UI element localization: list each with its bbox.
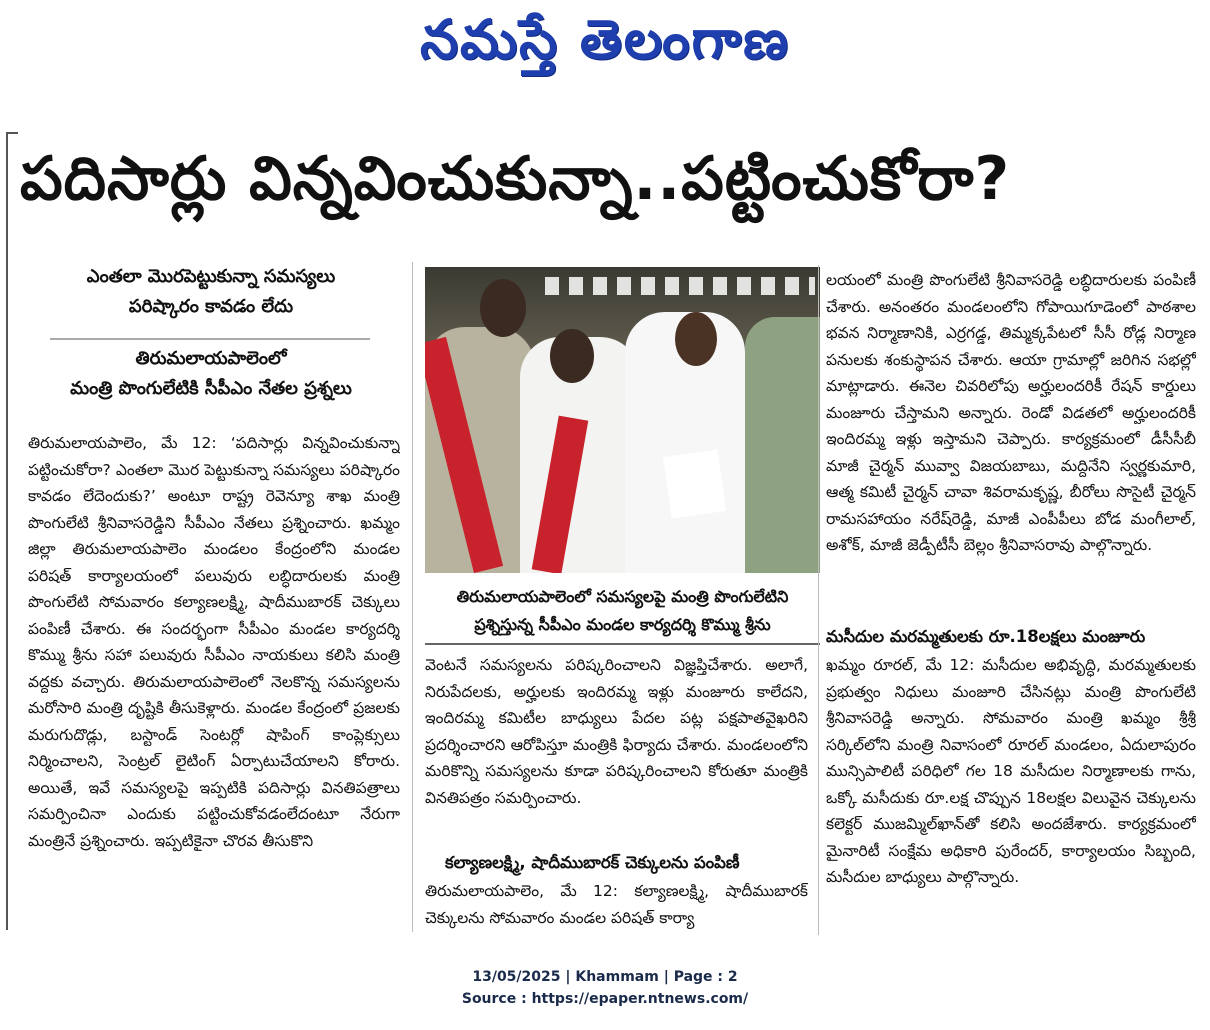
column-3-body: లయంలో మంత్రి పొంగులేటి శ్రీనివాసరెడ్డి లబ్ధిదారులకు పంపిణీ చేశారు. అనంతరం మండలంలోని గోపాయిగూడెంలో పాఠశాల భవన నిర్మాణానికి, ఎర్రగడ్డ, తిమ్మక్కపేటలో సీసీ రోడ్ల నిర్మాణ పనులకు శంకుస్థాపన చేశారు. ఆయా గ్రామాల్లో జరిగిన సభల్లో మాట్లాడారు. ఈనెల చివరిలోపు అర్హులందరికీ రేషన్ కార్డులు మంజూరు చేస్తామని అన్నారు. రెండో విడతలో అర్హులందరికీ ఇందిరమ్మ ఇళ్లు ఇస్తామని చెప్పారు. కార్యక్రమంలో డీసీసీబీ మాజీ చైర్మన్ మువ్వా విజయబాబు, మద్దినేని స్వర్ణకుమారి, ఆత్మ కమిటీ చైర్మన్ చావా శివరామకృష్ణ, బీరోలు సొసైటీ చైర్మన్ రామసహాయం నరేష్‌రెడ్డి, మాజీ ఎంపీపీలు బోడ మంగీలాల్, అశోక్, మాజీ జెడ్పీటీసీ బెల్లం శ్రీనివాసరావు పాల్గొన్నారు. bbox=[826, 271, 1196, 554]
subhead-mosques: మసీదుల మరమ్మతులకు రూ.18లక్షలు మంజూరు bbox=[826, 627, 1146, 646]
deck-bottom bbox=[28, 344, 394, 404]
deck-top bbox=[28, 262, 394, 322]
photo-bunting bbox=[545, 277, 815, 295]
column-1 bbox=[28, 430, 400, 936]
masthead bbox=[0, 0, 1210, 78]
deck-line-3: తిరుమలాయపాలెంలో bbox=[135, 348, 287, 369]
column-2-bottom bbox=[425, 878, 808, 936]
deck-line-2: పరిష్కారం కావడం లేదు bbox=[128, 296, 294, 317]
column-3-top bbox=[826, 267, 1196, 619]
photo-head-3 bbox=[675, 312, 717, 366]
column-1-body: తిరుమలాయపాలెం, మే 12: ‘పదిసార్లు విన్నవించుకున్నా పట్టించుకోరా? ఎంతలా మొర పెట్టుకున్నా సమస్యలు పరిష్కారం కావడం లేదెందుకు?’ అంటూ రాష్ట్ర రెవెన్యూ శాఖ మంత్రి పొంగులేటి శ్రీనివాసరెడ్డిని సీపీఎం నేతలు ప్రశ్నించారు. ఖమ్మం జిల్లా తిరుమలాయపాలెం మండలం కేంద్రంలోని మండల పరిషత్ కార్యాలయంలో పలువురు లబ్ధిదారులకు మంత్రి పొంగులేటి సోమవారం కల్యాణలక్ష్మి, షాదీముబారక్ చెక్కులు పంపిణీ చేశారు. ఈ సందర్భంగా సీపీఎం మండల కార్యదర్శి కొమ్ము శ్రీను సహా పలువురు సీపీఎం నాయకులు కలిసి మంత్రి వద్దకు వచ్చారు. తిరుమలాయపాలెంలో నెలకొన్న సమస్యలను మరోసారి మంత్రి దృష్టికి తీసుకెళ్లారు. మండల కేంద్రంలో ప్రజలకు మరుగుదొడ్లు, బస్టాండ్ సెంటర్లో షాపింగ్ కాంప్లెక్సులు నిర్మించాలని, సెంట్రల్ లైటింగ్ ఏర్పాటుచేయాలని కోరారు. అయితే, ఇవే సమస్యలపై ఇప్పటికి పదిసార్లు వినతిపత్రాలు సమర్పించినా ఎందుకు పట్టించుకోవడంలేదంటూ నేరుగా మంత్రినే ప్రశ్నించారు. ఇప్పటికైనా చొరవ తీసుకొని bbox=[28, 434, 400, 850]
subhead-checks: కల్యాణలక్ష్మి, షాదీముబారక్ చెక్కులను పంపిణీ bbox=[445, 853, 740, 872]
caption-line-2: ప్రశ్నిస్తున్న సీపీఎం మండల కార్యదర్శి కొమ్ము శ్రీను bbox=[474, 615, 771, 634]
page-footer bbox=[0, 966, 1210, 1010]
column-3-body-2: ఖమ్మం రూరల్, మే 12: మసీదుల అభివృద్ధి, మరమ్మతులకు ప్రభుత్వం నిధులు మంజూరి చేసినట్లు మంత్రి పొంగులేటి శ్రీనివాసరెడ్డి అన్నారు. సోమవారం మంత్రి ఖమ్మం శ్రీశ్రీ సర్కిల్‌లోని మంత్రి నివాసంలో రూరల్ మండలం, ఏదులాపురం మున్సిపాలిటీ పరిధిలో గల 18 మసీదుల నిర్మాణాలకు గాను, ఒక్కో మసీదుకు రూ.లక్ష చొప్పున 18లక్షల విలువైన చెక్కులను కలెక్టర్ ముజమ్మిల్‌ఖాన్‌తో కలిసి అందజేశారు. కార్యక్రమంలో మైనారిటీ సంక్షేమ అధికారి పురేందర్, కార్యాలయం సిబ్బంది, మసీదుల బాధ్యులు పాల్గొన్నారు. bbox=[826, 656, 1196, 886]
column-2-body: వెంటనే సమస్యలను పరిష్కరించాలని విజ్ఞప్తిచేశారు. అలాగే, నిరుపేదలకు, అర్హులకు ఇందిరమ్మ ఇళ్లు మంజూరు కాలేదని, ఇందిరమ్మ కమిటీల బాధ్యులు పేదల పట్ల పక్షపాతవైఖరిని ప్రదర్శించారని ఆరోపిస్తూ మంత్రికి ఫిర్యాదు చేశారు. మండలంలోని మరికొన్ని సమస్యలను కూడా పరిష్కరించాలని కోరుతూ మంత్రికి వినతిపత్రం సమర్పించారు. bbox=[425, 656, 808, 807]
newspaper-logo: నమస్తే తెలంగాణ bbox=[420, 8, 790, 71]
column-3-bottom bbox=[826, 652, 1196, 936]
column-rule-2 bbox=[818, 265, 819, 935]
photo-petition-paper bbox=[663, 449, 726, 518]
column-rule-1 bbox=[412, 262, 413, 932]
column-2-top bbox=[425, 652, 808, 840]
news-photo bbox=[425, 267, 820, 573]
photo-head-2 bbox=[550, 329, 594, 383]
deck-line-4: మంత్రి పొంగులేటికి సీపీఎం నేతల ప్రశ్నలు bbox=[70, 378, 352, 399]
column-2-body-2: తిరుమలాయపాలెం, మే 12: కల్యాణలక్ష్మి, షాదీముబారక్ చెక్కులను సోమవారం మండల పరిషత్ కార్యా bbox=[425, 882, 808, 927]
photo-caption bbox=[425, 583, 820, 639]
deck-divider bbox=[50, 338, 370, 340]
caption-divider bbox=[425, 643, 820, 645]
footer-edition: 13/05/2025 | Khammam | Page : 2 bbox=[472, 969, 738, 985]
article-frame-left bbox=[6, 132, 8, 930]
article-frame-top bbox=[6, 132, 18, 134]
footer-source: Source : https://epaper.ntnews.com/ bbox=[461, 991, 749, 1007]
article-headline: పదిసార్లు విన్నవించుకున్నా..పట్టించుకోరా? bbox=[20, 144, 1011, 214]
photo-head-1 bbox=[480, 279, 526, 337]
photo-person-right bbox=[745, 317, 820, 573]
deck-line-1: ఎంతలా మొరపెట్టుకున్నా సమస్యలు bbox=[86, 266, 336, 287]
caption-line-1: తిరుమలాయపాలెంలో సమస్యలపై మంత్రి పొంగులేటిని bbox=[456, 587, 789, 606]
